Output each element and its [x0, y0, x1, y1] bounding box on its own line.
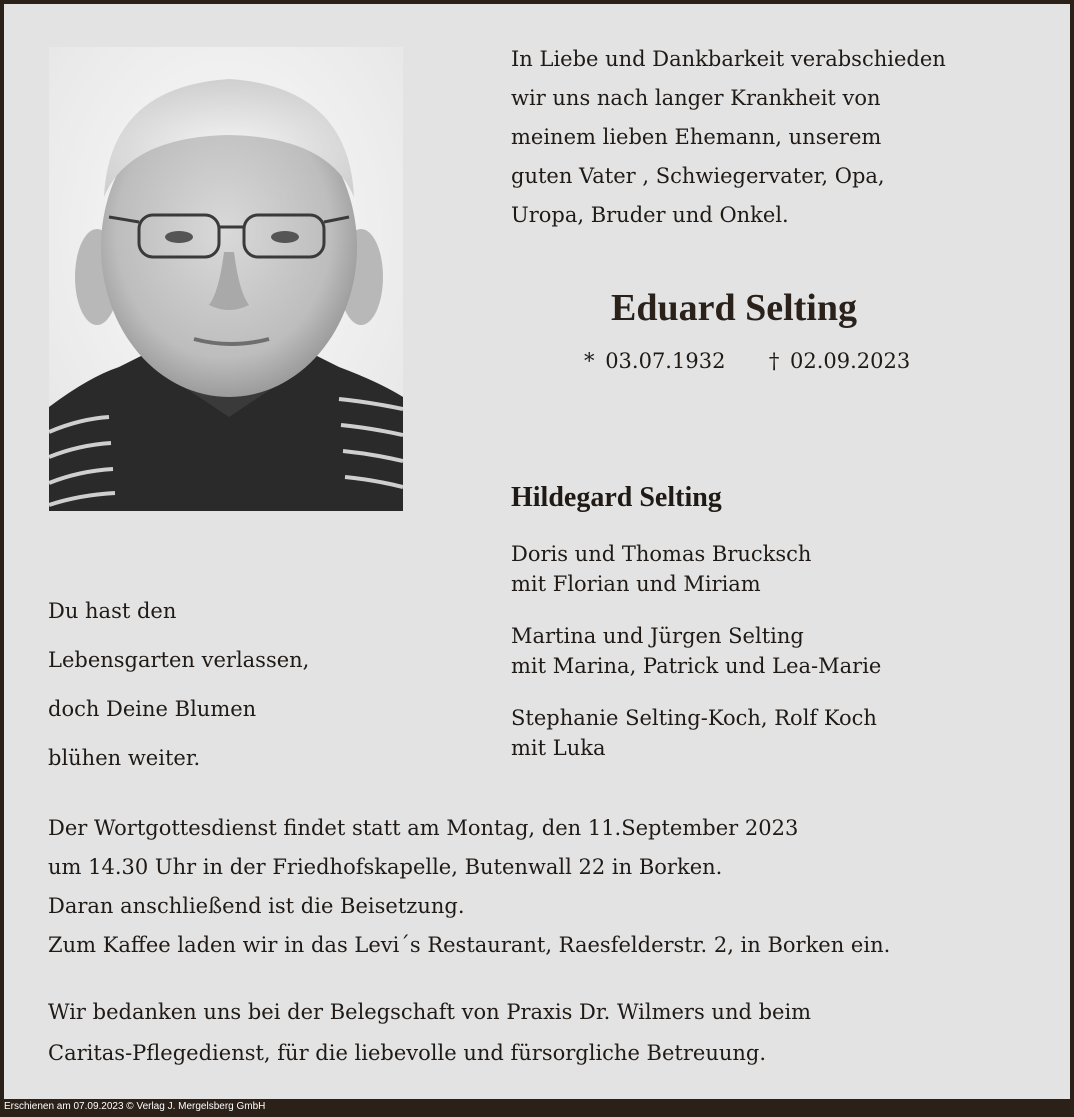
birth-date: 03.07.1932: [605, 349, 726, 373]
service-line: Der Wortgottesdienst findet statt am Montag, den 11.September 2023: [48, 816, 799, 840]
family-line: mit Florian und Miriam: [511, 572, 761, 596]
service-line: um 14.30 Uhr in der Friedhofskapelle, Butenwall 22 in Borken.: [48, 855, 723, 879]
widow-name: Hildegard Selting: [511, 482, 722, 513]
family-line: Doris und Thomas Brucksch: [511, 542, 812, 566]
death-symbol: †: [768, 349, 780, 373]
poem-line: doch Deine Blumen: [48, 697, 257, 721]
birth-symbol: *: [584, 349, 595, 373]
obituary-notice: [4, 4, 1070, 1099]
life-dates: [584, 349, 910, 373]
publication-footer: Erschienen am 07.09.2023 © Verlag J. Mergelsberg GmbH: [4, 1101, 266, 1112]
intro-line: meinem lieben Ehemann, unserem: [511, 125, 882, 149]
family-group: [511, 621, 881, 681]
family-group: [511, 539, 811, 599]
thanks-line: Caritas-Pflegedienst, für die liebevolle und fürsorgliche Betreuung.: [48, 1041, 767, 1065]
portrait-image: [49, 47, 403, 511]
service-info: [48, 809, 890, 965]
thanks-line: Wir bedanken uns bei der Belegschaft von Praxis Dr. Wilmers und beim: [48, 1000, 812, 1024]
deceased-name: Eduard Selting: [610, 287, 858, 329]
family-line: mit Luka: [511, 736, 606, 760]
poem-line: Lebensgarten verlassen,: [48, 648, 310, 672]
intro-line: Uropa, Bruder und Onkel.: [511, 203, 789, 227]
poem-line: blühen weiter.: [48, 746, 201, 770]
intro-text: [511, 40, 1031, 235]
service-line: Zum Kaffee laden wir in das Levi´s Restaurant, Raesfelderstr. 2, in Borken ein.: [48, 933, 891, 957]
intro-line: In Liebe und Dankbarkeit verabschieden: [511, 47, 946, 71]
thanks-text: [48, 992, 811, 1074]
portrait-photo: [49, 47, 403, 511]
death-date: 02.09.2023: [790, 349, 911, 373]
service-line: Daran anschließend ist die Beisetzung.: [48, 894, 465, 918]
intro-line: wir uns nach langer Krankheit von: [511, 86, 881, 110]
family-line: Martina und Jürgen Selting: [511, 624, 804, 648]
family-group: [511, 703, 877, 763]
family-line: Stephanie Selting-Koch, Rolf Koch: [511, 706, 877, 730]
intro-line: guten Vater , Schwiegervater, Opa,: [511, 164, 885, 188]
family-line: mit Marina, Patrick und Lea-Marie: [511, 654, 882, 678]
poem: [48, 587, 309, 783]
poem-line: Du hast den: [48, 599, 177, 623]
